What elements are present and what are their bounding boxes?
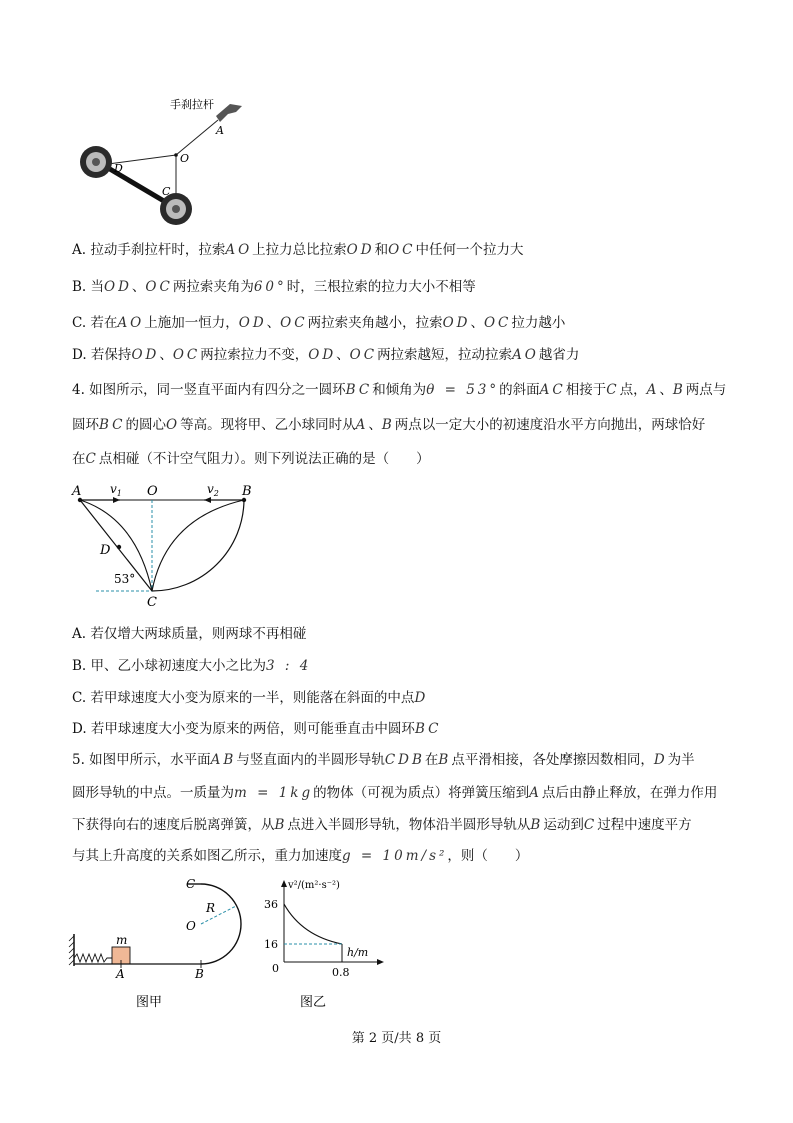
figure-jia-caption: 图甲 bbox=[136, 995, 163, 1010]
q5-figure-jia bbox=[66, 874, 256, 1014]
q4-projectile-figure bbox=[66, 478, 266, 613]
q4-option-d: D. 若甲球速度大小变为原来的两倍，则可能垂直击中圆环BC bbox=[72, 721, 442, 737]
q5-figure-yi bbox=[262, 874, 402, 1014]
svg-text:m: m bbox=[116, 933, 128, 947]
cable-AO bbox=[176, 120, 218, 155]
svg-text:B: B bbox=[242, 484, 252, 499]
q4-stem-line1: 4. 如图所示，同一竖直平面内有四分之一圆环BC和倾角为θ = 53°的斜面AC相接于C点，A、B两点与 bbox=[72, 382, 727, 398]
svg-text:36: 36 bbox=[264, 898, 278, 911]
svg-text:v2: $v_2$ bbox=[207, 482, 219, 498]
svg-text:A: A bbox=[72, 484, 82, 499]
q3-option-a: A. 拉动手刹拉杆时，拉索AO上拉力总比拉索OD和OC中任何一个拉力大 bbox=[72, 242, 524, 258]
svg-text:D: D bbox=[100, 543, 111, 558]
svg-text:O: O bbox=[186, 919, 196, 933]
q5-stem-line1: 5. 如图甲所示，水平面AB与竖直面内的半圆形导轨CDB在B点平滑相接，各处摩擦因数相同，D为半 bbox=[72, 752, 695, 768]
svg-text:0.8: 0.8 bbox=[332, 966, 350, 979]
q4-stem-line3: 在C点相碰（不计空气阻力）。则下列说法正确的是（ ） bbox=[72, 451, 430, 467]
svg-text:A: A bbox=[116, 967, 125, 981]
figure-yi-caption: 图乙 bbox=[300, 995, 327, 1010]
svg-text:A: A bbox=[216, 124, 224, 137]
wheel-left-icon bbox=[80, 146, 112, 178]
svg-text:C: C bbox=[186, 877, 196, 891]
q3-option-c: C. 若在AO上施加一恒力，OD、OC两拉索夹角越小，拉索OD、OC拉力越小 bbox=[72, 315, 566, 331]
svg-text:16: 16 bbox=[264, 938, 278, 951]
svg-text:R: R bbox=[206, 901, 216, 915]
svg-text:B: B bbox=[195, 967, 204, 981]
svg-text:53°: 53° bbox=[114, 572, 136, 586]
svg-text:O: O bbox=[180, 152, 190, 165]
q3-option-b: B. 当OD、OC两拉索夹角为60°时，三根拉索的拉力大小不相等 bbox=[72, 279, 476, 295]
q5-stem-line3: 下获得向右的速度后脱离弹簧，从B点进入半圆形导轨，物体沿半圆形导轨从B运动到C过程中速度平方 bbox=[72, 817, 692, 833]
q4-option-a: A. 若仅增大两球质量，则两球不再相碰 bbox=[72, 626, 307, 642]
handbrake-figure bbox=[70, 92, 260, 232]
v2-h-curve bbox=[284, 904, 342, 944]
svg-text:C: C bbox=[147, 595, 157, 610]
svg-text:O: O bbox=[147, 484, 158, 499]
svg-text:0: 0 bbox=[272, 962, 279, 975]
q5-stem-line4: 与其上升高度的关系如图乙所示，重力加速度g = 10m/s²，则（ ） bbox=[72, 848, 529, 864]
handbrake-label: 手刹拉杆 bbox=[170, 98, 214, 111]
svg-text:C: C bbox=[162, 185, 171, 198]
page-footer: 第 2 页/共 8 页 bbox=[351, 1031, 442, 1046]
svg-text:v²/(m²·s⁻²): v²/(m²·s⁻²) bbox=[288, 880, 340, 891]
spring-icon bbox=[74, 954, 112, 962]
q4-stem-line2: 圆环BC的圆心O等高。现将甲、乙小球同时从A、B两点以一定大小的初速度沿水平方向抛出，两球恰好 bbox=[72, 417, 706, 433]
q3-option-d: D. 若保持OD、OC两拉索拉力不变，OD、OC两拉索越短，拉动拉索AO越省力 bbox=[72, 347, 580, 363]
q4-option-c: C. 若甲球速度大小变为原来的一半，则能落在斜面的中点D bbox=[72, 690, 429, 706]
q5-stem-line2: 圆形导轨的中点。一质量为m = 1kg的物体（可视为质点）将弹簧压缩到A点后由静止释放，在弹力作用 bbox=[72, 785, 718, 801]
lever-handle-icon bbox=[216, 104, 242, 122]
svg-text:D: D bbox=[114, 162, 123, 175]
svg-text:h/m: h/m bbox=[347, 946, 369, 959]
q4-option-b: B. 甲、乙小球初速度大小之比为3 : 4 bbox=[72, 658, 312, 674]
svg-text:v1: $v_1$ bbox=[110, 482, 122, 498]
